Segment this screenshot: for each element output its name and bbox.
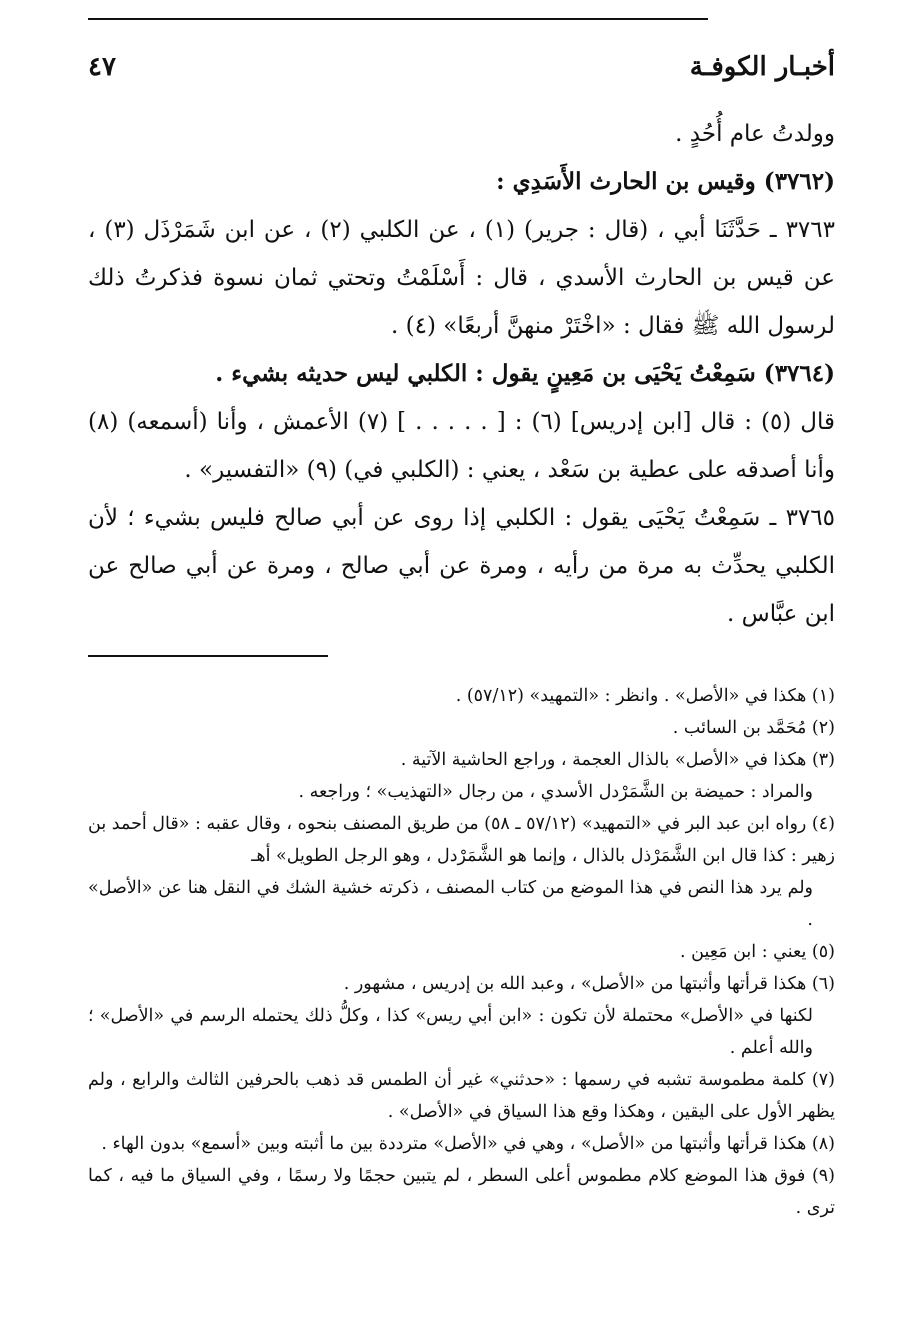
- hadith-paragraph: ٣٧٦٥ ـ سَمِعْتُ يَحْيَى يقول : الكلبي إذا روى عن أبي صالح فليس بشيء ؛ لأن الكلبي يحدِّث به مرة من رأيه ، ومرة عن أبي صالح ، ومرة عن أبي صالح عن ابن عبَّاس .: [88, 505, 835, 627]
- footnote: (٢) مُحَمَّد بن السائب .: [672, 718, 835, 738]
- entry-heading: (٣٧٦٢) وقيس بن الحارث الأَسَدِي :: [496, 168, 835, 195]
- footnote: (٨) هكذا قرأتها وأثبتها من «الأصل» ، وهي في «الأصل» مترددة بين ما أثبته وبين «أسمع» بدون الهاء .: [101, 1134, 835, 1154]
- header-rule: [88, 18, 708, 20]
- footnote: (٥) يعني : ابن مَعِين .: [680, 942, 835, 962]
- entry-paragraph: (٣٧٦٤) سَمِعْتُ يَحْيَى بن مَعِينٍ يقول : الكلبي ليس حديثه بشيء .: [215, 360, 835, 387]
- running-title: أخبـار الكوفـة: [689, 52, 835, 82]
- page-number: ٤٧: [88, 52, 116, 82]
- paragraph: قال (٥) : قال [ابن إدريس] (٦) : [ . . . . . ] (٧) الأعمش ، وأنا (أسمعه) (٨) وأنا أصدقه على عطية بن سَعْد ، يعني : (الكلبي في) (٩) «التفسير» .: [88, 409, 836, 483]
- footnote: (٣) هكذا في «الأصل» بالذال العجمة ، وراجع الحاشية الآتية .: [400, 750, 835, 770]
- footnote: (٦) هكذا قرأتها وأثبتها من «الأصل» ، وعبد الله بن إدريس ، مشهور .: [343, 974, 835, 994]
- hadith-paragraph: ٣٧٦٣ ـ حَدَّثَنَا أبي ، (قال : جرير) (١) ، عن الكلبي (٢) ، عن ابن شَمَرْذَل (٣) ، عن قيس بن الحارث الأسدي ، قال : أَسْلَمْتُ وتحتي ثمان نسوة فذكرتُ ذلك لرسول الله ﷺ فقال : «اخْتَرْ منهنَّ أربعًا» (٤) .: [88, 217, 835, 339]
- footnote: (٧) كلمة مطموسة تشبه في رسمها : «حدثني» غير أن الطمس قد ذهب بالحرفين الثالث والرابع ، ولم يظهر الأول على اليقين ، وهكذا وقع هذا السياق في «الأصل» .: [88, 1070, 835, 1122]
- footnote: (٩) فوق هذا الموضع كلام مطموس أعلى السطر ، لم يتبين حجمًا ولا رسمًا ، وفي السياق ما فيه ، كما ترى .: [88, 1166, 835, 1218]
- paragraph: وولدتُ عام أُحُدٍ .: [675, 121, 835, 147]
- page-header: [88, 52, 835, 92]
- footnote-continuation: ولم يرد هذا النص في هذا الموضع من كتاب المصنف ، ذكرته خشية الشك في النقل هنا عن «الأصل» .: [88, 878, 813, 930]
- footnote-continuation: والمراد : حميضة بن الشَّمَرْدل الأسدي ، من رجال «التهذيب» ؛ وراجعه .: [298, 782, 813, 802]
- footnote-separator: [88, 655, 328, 657]
- footnote: (١) هكذا في «الأصل» . وانظر : «التمهيد» (٥٧/١٢) .: [455, 686, 835, 706]
- main-text: [88, 110, 835, 638]
- footnote-continuation: لكنها في «الأصل» محتملة لأن تكون : «ابن أبي ريس» كذا ، وكلُّ ذلك يحتمله الرسم في «الأصل» ؛ والله أعلم .: [88, 1006, 813, 1058]
- footnotes: [88, 680, 835, 1224]
- footnote: (٤) رواه ابن عبد البر في «التمهيد» (٥٧/١٢ ـ ٥٨) من طريق المصنف بنحوه ، وقال عقبه : «قال أحمد بن زهير : كذا قال ابن الشَّمَرْذل بالذال ، وإنما هو الشَّمَرْدل ، وهو الرجل الطويل» أهـ: [88, 814, 835, 866]
